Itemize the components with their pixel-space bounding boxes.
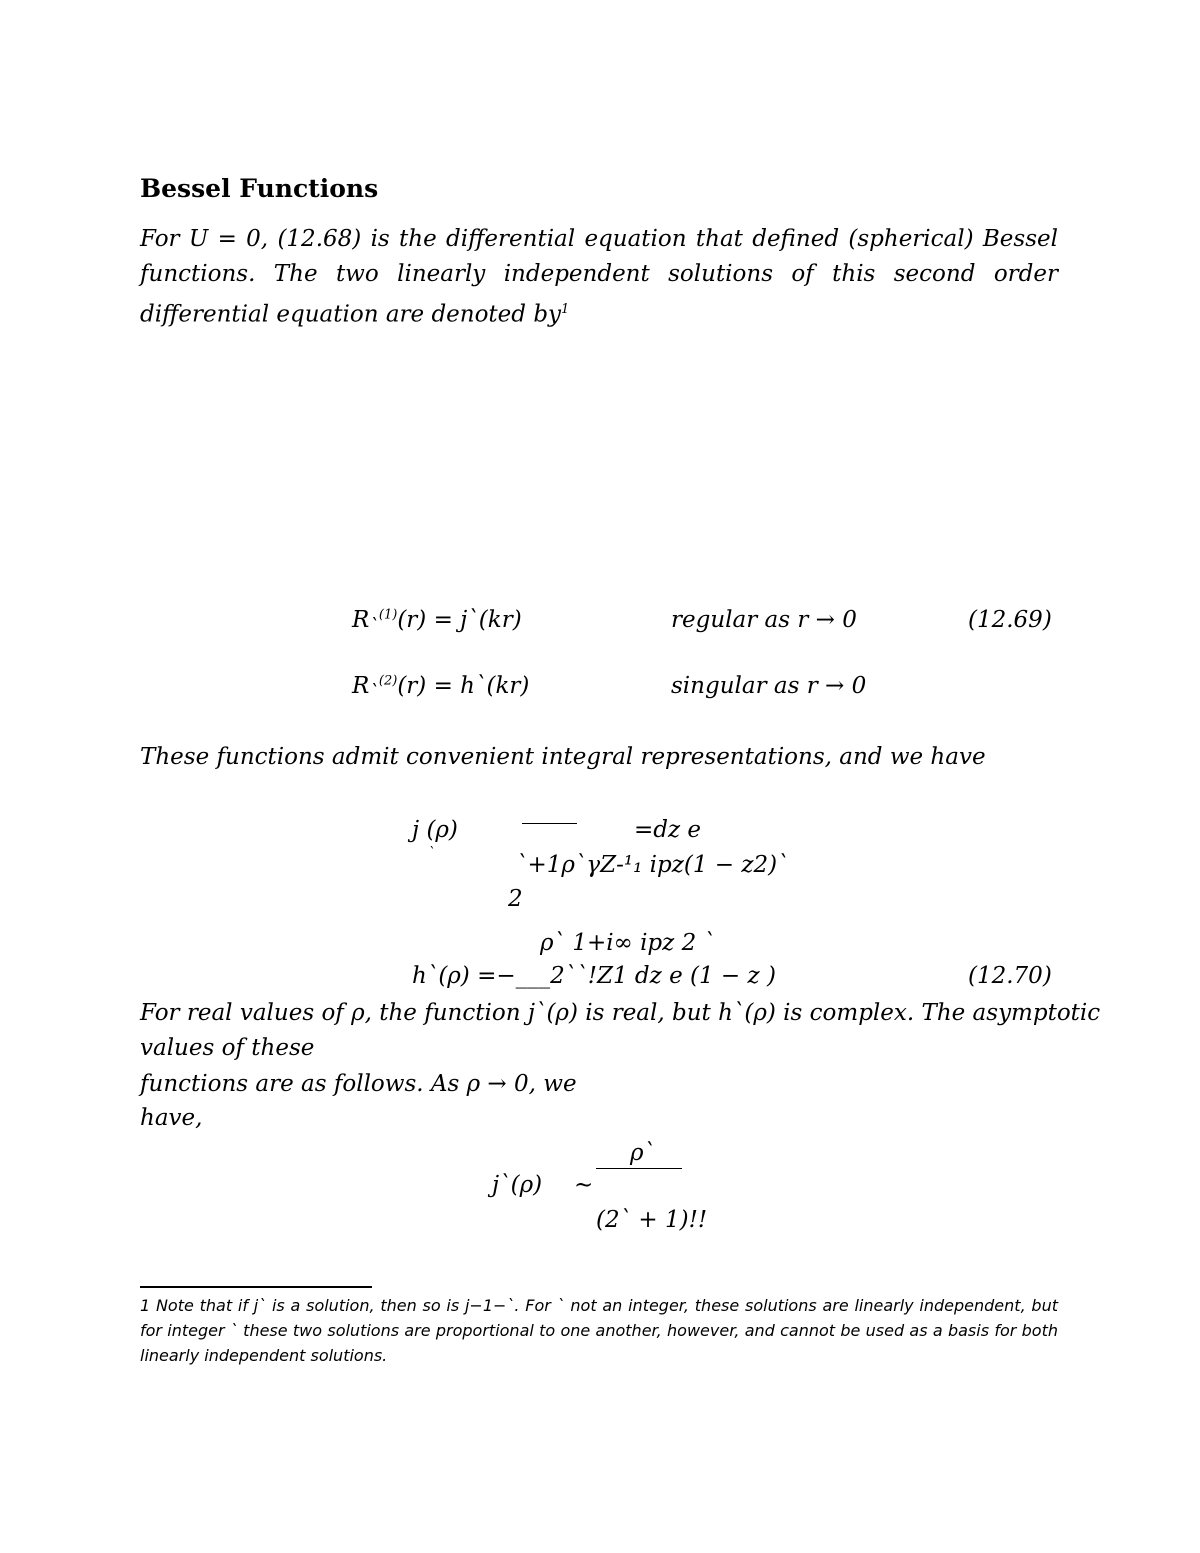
asymptotic-line-1: For real values of ρ, the function j`(ρ) is real, but h`(ρ) is complex. The asymptotic [140, 1000, 1101, 1026]
asymptotic-lhs: j`(ρ) [492, 1172, 543, 1198]
asymptotic-fraction-bar [596, 1168, 682, 1169]
equation-r2-condition: singular as r → 0 [671, 673, 867, 699]
j-lhs: j (ρ) [412, 817, 458, 843]
section-heading: Bessel Functions [140, 174, 379, 203]
asymptotic-line-4: have, [140, 1105, 203, 1131]
equation-number-12-69: (12.69) [968, 607, 1052, 633]
footnote: 1 Note that if j` is a solution, then so is j−1−`. For ` not an integer, these solutions are linearly independent, but for integer ` these two solutions are proportional to one another, however, and cannot be used as a basis for both linearly independent solutions. [140, 1296, 1058, 1365]
j-lhs-sub: ` [428, 845, 435, 861]
equation-number-12-70: (12.70) [968, 963, 1052, 989]
asymptotic-denominator: (2` + 1)!! [596, 1207, 708, 1233]
equation-r1-condition: regular as r → 0 [671, 607, 857, 633]
equation-r2-lhs: $R_`^{(2)}(r)$ = h`(kr) [352, 673, 530, 704]
fraction-bar [522, 823, 577, 824]
footnote-ref: 1 [561, 302, 570, 317]
asymptotic-numerator: ρ` [630, 1140, 656, 1166]
footnote-separator [140, 1286, 372, 1288]
j-rhs-top: =dz e [634, 817, 702, 843]
j-denominator: 2 [508, 886, 523, 912]
intro-text: For U = 0, (12.68) is the differential equation that defined (spherical) Bessel functions. The two linearly independent solutions of this second order differential equation are denoted by [140, 226, 1058, 328]
equation-r1-lhs: $R_`^{(1)}(r)$ = j`(kr) [352, 607, 522, 638]
asymptotic-line-2: values of these [140, 1035, 315, 1061]
intro-paragraph [140, 222, 1058, 333]
asymptotic-line-3: functions are as follows. As ρ → 0, we [140, 1071, 577, 1097]
h-top-line: ρ` 1+i∞ ipz 2 ` [540, 930, 716, 956]
h-equation: h`(ρ) =−___2``!Z1 dz e (1 − z ) [412, 963, 776, 989]
integral-intro-text: These functions admit convenient integral representations, and we have [140, 744, 986, 770]
j-rhs-mid: `+1ρ`γZ-¹₁ ipz(1 − z2)` [516, 852, 789, 878]
asymptotic-sim: ∼ [574, 1172, 594, 1198]
